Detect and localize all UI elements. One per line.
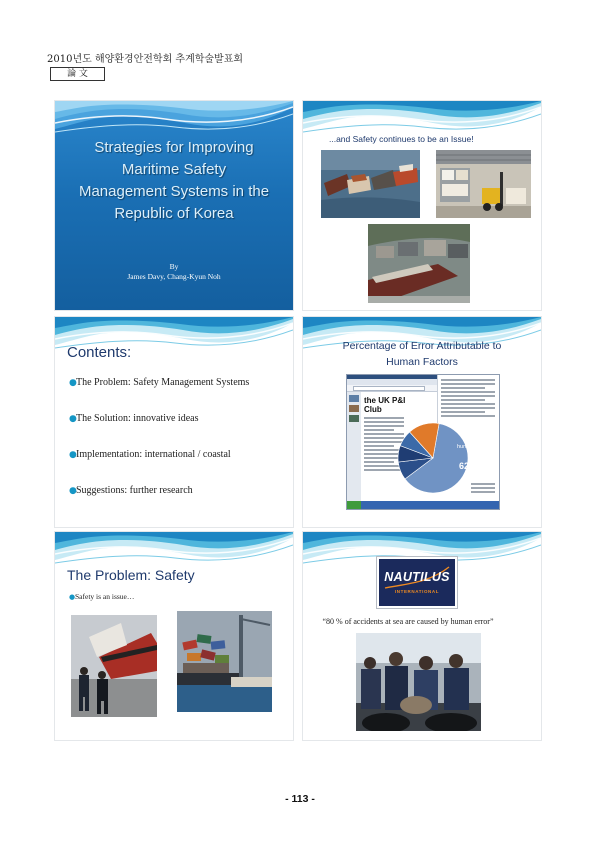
person-head — [449, 654, 463, 668]
container — [211, 640, 226, 649]
man-leg — [97, 701, 101, 714]
house — [398, 242, 418, 256]
logo-subtitle: INTERNATIONAL — [394, 589, 440, 594]
text-line-placeholder — [441, 379, 495, 381]
web-page-screenshot — [346, 374, 500, 510]
person-body — [361, 669, 381, 709]
text-line-placeholder — [364, 445, 394, 447]
forklift-wheel — [483, 203, 491, 211]
man-body — [79, 675, 89, 697]
container — [187, 653, 201, 661]
road — [368, 296, 470, 303]
person-body — [444, 668, 469, 710]
forklift-body — [482, 188, 502, 204]
man-leg — [85, 697, 89, 711]
forklift-mast — [500, 172, 503, 206]
title-line: Maritime Safety — [121, 161, 227, 178]
title-line: Management Systems in the — [78, 183, 270, 200]
bullet-text: Safety is an issue… — [75, 592, 135, 601]
man-head — [98, 671, 106, 679]
contents-item: The Solution: innovative ideas — [76, 413, 199, 424]
house — [448, 244, 468, 258]
ship-hull — [177, 673, 239, 685]
slide-contents — [55, 317, 293, 527]
slide-heading-line: Human Factors — [386, 356, 458, 368]
fish-basket — [400, 696, 432, 714]
man-leg — [104, 701, 108, 714]
text-line-placeholder — [471, 487, 495, 489]
pie-label-human-factor: human factor — [457, 444, 490, 450]
text-line-placeholder — [441, 399, 485, 401]
warehouse-forklift-image — [436, 150, 531, 218]
taskbar — [347, 501, 499, 509]
person-head — [419, 656, 433, 670]
capsized-ships-image — [321, 150, 420, 218]
article-heading-line: the UK P&I — [364, 396, 406, 405]
text-line-placeholder — [364, 461, 394, 463]
sea-near — [321, 197, 420, 218]
capsized-ship-men-image — [71, 615, 157, 717]
fishermen-image — [356, 633, 481, 731]
slide-safety-issue — [303, 101, 541, 310]
text-line-placeholder — [471, 483, 495, 485]
text-line-placeholder — [364, 417, 404, 419]
grounded-ship-photo — [368, 224, 470, 303]
text-line-placeholder — [441, 395, 495, 397]
title-line: Strategies for Improving — [94, 139, 254, 156]
text-line-placeholder — [441, 387, 485, 389]
text-line-placeholder — [441, 411, 485, 413]
capsized-ships-photo — [321, 150, 420, 218]
crate — [442, 184, 468, 196]
bullet-icon: ● — [69, 414, 77, 424]
slide-heading: ...and Safety continues to be an Issue! — [329, 134, 474, 144]
slide-heading: The Problem: Safety — [67, 567, 195, 583]
authors: James Davy, Chang-Kyun Noh — [127, 272, 221, 281]
man-body — [97, 679, 108, 701]
capsized-ship-men-photo — [71, 615, 157, 717]
person-head — [389, 652, 403, 666]
crate — [442, 170, 454, 180]
slide-title — [55, 101, 293, 310]
text-line-placeholder — [441, 407, 495, 409]
conference-title: 2010년도 해양환경안전학회 추계학술발표회 — [47, 54, 244, 65]
text-line-placeholder — [471, 491, 495, 493]
container-ship-collapse-photo — [177, 611, 272, 712]
forklift-wheel — [495, 203, 503, 211]
slide-problem-safety — [55, 532, 293, 740]
man-head — [80, 667, 88, 675]
slide-heading-line: Percentage of Error Attributable to — [342, 340, 502, 352]
crate — [456, 170, 468, 180]
by-label: By — [169, 262, 179, 271]
man-leg — [79, 697, 83, 711]
text-line-placeholder — [441, 415, 495, 417]
pie-value-human-factor: 62% — [459, 461, 478, 471]
bullet-icon: ● — [69, 486, 77, 496]
warehouse-forklift-photo — [436, 150, 531, 218]
bullet-icon: ● — [69, 450, 77, 460]
text-line-placeholder — [441, 403, 495, 405]
slide-human-factors — [303, 317, 541, 527]
container-stack — [183, 663, 229, 673]
logo-name: NAUTILUS — [384, 570, 450, 584]
quay — [231, 677, 272, 687]
slide-heading: Contents: — [67, 344, 132, 361]
house — [424, 240, 446, 256]
text-line-placeholder — [441, 383, 495, 385]
warehouse-roof — [436, 150, 531, 164]
water — [177, 685, 272, 712]
text-line-placeholder — [441, 391, 495, 393]
contents-item: The Problem: Safety Management Systems — [76, 377, 250, 388]
container-ship-collapse-image — [177, 611, 272, 712]
house — [376, 246, 394, 258]
grounded-ship-image — [368, 224, 470, 303]
container — [215, 655, 229, 663]
article-heading-line: Club — [364, 405, 382, 414]
fishermen-photo — [356, 633, 481, 731]
logo-background — [379, 559, 455, 606]
pie-chart — [397, 422, 469, 494]
bullet-icon: ● — [69, 378, 77, 388]
slide-nautilus-quote — [303, 532, 541, 740]
crane-tower — [239, 615, 243, 679]
start-button — [347, 501, 361, 509]
person-head — [364, 657, 376, 669]
text-line-placeholder — [364, 429, 394, 431]
presentation-title — [55, 137, 293, 225]
category-box: 論 文 — [50, 67, 105, 81]
title-line: Republic of Korea — [114, 205, 234, 222]
accident-quote: “80 % of accidents at sea are caused by human error” — [322, 617, 494, 626]
nautilus-international-logo — [376, 556, 458, 609]
contents-item: Implementation: international / coastal — [76, 449, 231, 460]
contents-item: Suggestions: further research — [76, 485, 193, 496]
page-number: - 113 - — [285, 793, 315, 805]
pallet-load — [506, 188, 526, 204]
bullet-icon: ● — [69, 593, 76, 601]
